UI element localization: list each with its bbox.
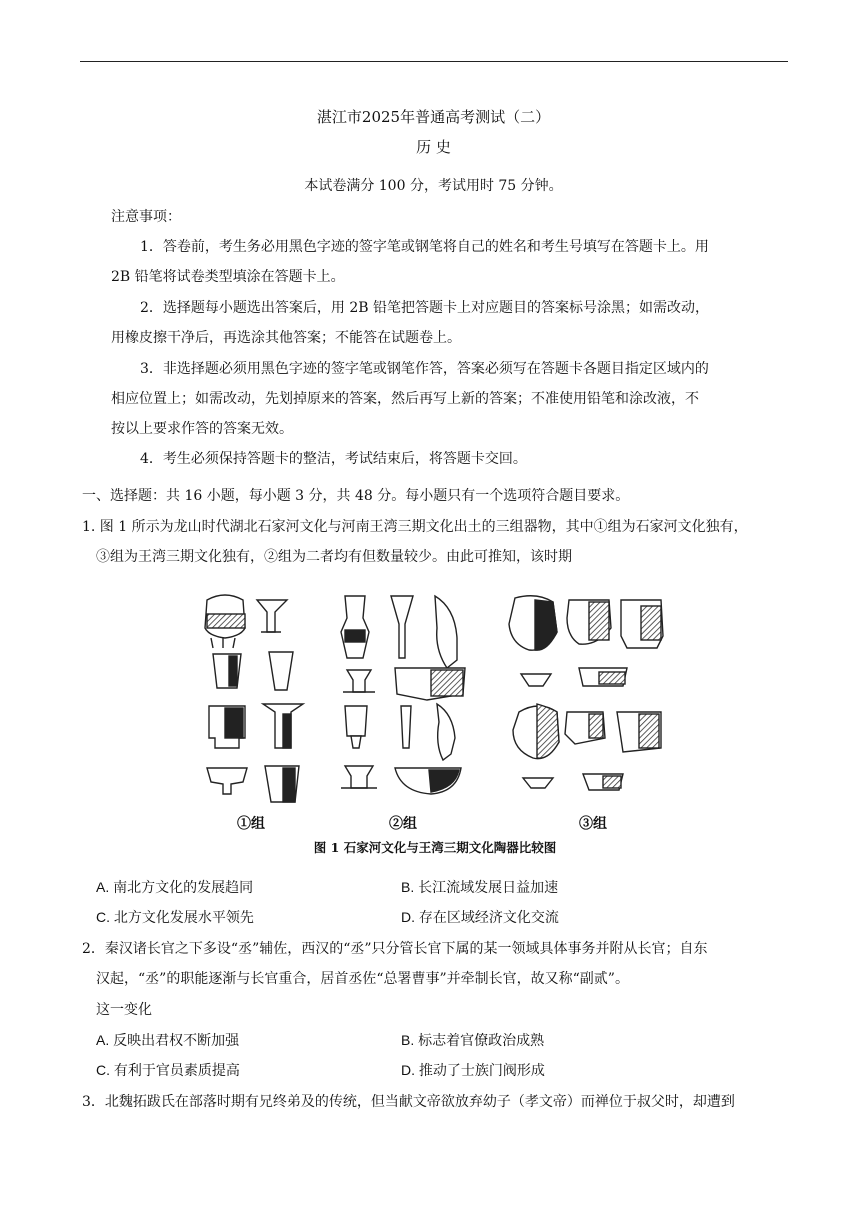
note-1-line-1: 1．答卷前，考生务必用黑色字迹的签字笔或钢笔将自己的姓名和考生号填写在答题卡上。用 [140,239,709,255]
header-rule [80,61,788,62]
note-2-line-2: 用橡皮擦干净后，再选涂其他答案；不能答在试题卷上。 [111,330,461,346]
q3-stem-line-1: 3．北魏拓跋氏在部落时期有兄终弟及的传统，但当献文帝欲放弃幼子（孝文帝）而禅位于叔父时，却遭到 [82,1094,735,1110]
q1-option-d: D. 存在区域经济文化交流 [401,909,559,925]
q2-stem-line-2: 汉起，“丞”的职能逐渐与长官重合，居首丞佐“总署曹事”并牵制长官，故又称“副贰”。 [96,971,629,987]
q1-option-c: C. 北方文化发展水平领先 [96,909,254,925]
figure-caption: 图 1 石家河文化与王湾三期文化陶器比较图 [313,840,557,855]
q2-option-b: B. 标志着官僚政治成熟 [401,1032,545,1048]
pottery-comparison-figure [195,588,675,863]
q2-option-a: A. 反映出君权不断加强 [96,1032,240,1048]
note-1-line-2: 2B 铅笔将试卷类型填涂在答题卡上。 [111,269,345,285]
note-3-line-3: 按以上要求作答的答案无效。 [111,421,293,437]
group-2-vessels [341,596,465,794]
note-3-line-2: 相应位置上；如需改动，先划掉原来的答案，然后再写上新的答案；不准使用铅笔和涂改液，不 [111,391,699,407]
group-1-label: ①组 [237,816,265,832]
subject-title: 历 史 [416,138,451,156]
note-2-line-1: 2．选择题每小题选出答案后，用 2B 铅笔把答题卡上对应题目的答案标号涂黑；如需改动， [140,300,710,316]
group-2-label: ②组 [389,816,417,832]
group-1-vessels [205,595,303,802]
q1-stem-line-2: ③组为王湾三期文化独有，②组为二者均有但数量较少。由此可推知，该时期 [96,549,572,565]
group-3-label: ③组 [579,816,607,832]
score-info: 本试卷满分 100 分，考试用时 75 分钟。 [304,178,563,194]
note-4: 4．考生必须保持答题卡的整洁，考试结束后，将答题卡交回。 [140,451,527,467]
q1-option-b: B. 长江流域发展日益加速 [401,879,559,895]
section-1-heading: 一、选择题：共 16 小题，每小题 3 分，共 48 分。每小题只有一个选项符合题目要求。 [82,488,630,504]
group-3-vessels [509,596,663,790]
exam-title: 湛江市2025年普通高考测试（二） [316,108,551,126]
note-3-line-1: 3．非选择题必须用黑色字迹的签字笔或钢笔作答，答案必须写在答题卡各题目指定区域内的 [140,361,709,377]
pottery-drawings [195,588,675,863]
q2-option-c: C. 有利于官员素质提高 [96,1062,240,1078]
q1-option-a: A. 南北方文化的发展趋同 [96,879,254,895]
q2-option-d: D. 推动了士族门阀形成 [401,1062,545,1078]
q2-stem-line-3: 这一变化 [96,1002,152,1018]
q2-stem-line-1: 2．秦汉诸长官之下多设“丞”辅佐，西汉的“丞”只分管长官下属的某一领域具体事务并附从长官；自东 [82,941,708,957]
q1-stem-line-1: 1. 图 1 所示为龙山时代湖北石家河文化与河南王湾三期文化出土的三组器物，其中①组为石家河文化独有， [82,519,748,535]
notes-heading: 注意事项： [111,209,181,225]
